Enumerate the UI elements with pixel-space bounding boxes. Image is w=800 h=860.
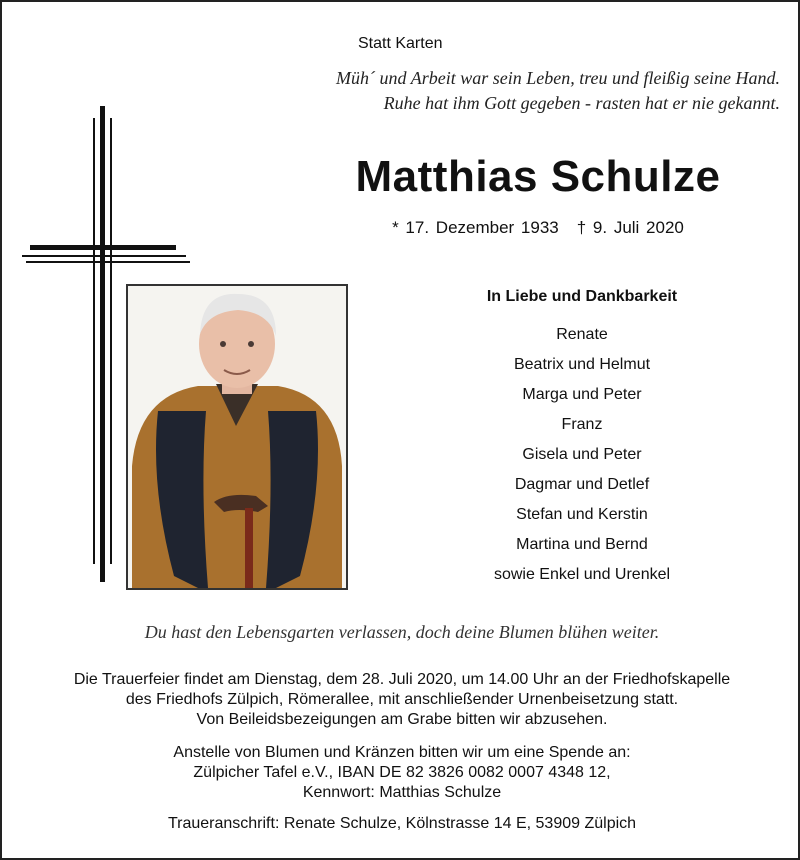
family-member: Beatrix und Helmut [513,356,651,373]
ceremony-line-1: Die Trauerfeier findet am Dienstag, dem 28. Juli 2020, um 14.00 Uhr an der Friedhofskapelle [73,671,731,688]
life-dates [302,218,774,238]
ceremony-line-2: des Friedhofs Zülpich, Römerallee, mit anschließender Urnenbeisetzung statt. [125,691,679,708]
family-member: Renate [556,326,608,343]
family-list [402,324,762,594]
memorial-quote: Du hast den Lebensgarten verlassen, doch deine Blumen blühen weiter. [144,622,660,642]
donation-line-3: Kennwort: Matthias Schulze [302,784,502,801]
statt-karten-label: Statt Karten [358,35,443,52]
motto-line-1: Müh´ und Arbeit war sein Leben, treu und fleißig seine Hand. [336,68,780,88]
donation-line-1: Anstelle von Blumen und Kränzen bitten wir um eine Spende an: [173,744,631,761]
death-date: † 9. Juli 2020 [576,218,684,237]
family-member: Stefan und Kerstin [516,506,648,523]
family-member: Gisela und Peter [522,446,642,463]
family-member: Marga und Peter [522,386,642,403]
portrait-illustration [128,286,346,588]
family-member: Franz [561,416,603,433]
birth-date: * 17. Dezember 1933 [392,218,559,237]
family-heading: In Liebe und Dankbarkeit [486,288,678,305]
family-member: Martina und Bernd [516,536,648,553]
ceremony-notice [2,670,800,730]
ceremony-line-3: Von Beileidsbezeigungen am Grabe bitten wir abzusehen. [196,711,608,728]
family-section [402,286,762,594]
mourning-address: Traueranschrift: Renate Schulze, Kölnstrasse 14 E, 53909 Zülpich [167,815,637,832]
donation-notice [2,743,800,803]
family-member: sowie Enkel und Urenkel [493,566,671,583]
portrait-photo [126,284,348,590]
motto-line-2: Ruhe hat ihm Gott gegeben - rasten hat er nie gekannt. [383,93,780,113]
deceased-name: Matthias Schulze [355,152,721,201]
family-member: Dagmar und Detlef [514,476,650,493]
donation-line-2: Zülpicher Tafel e.V., IBAN DE 82 3826 0082 0007 4348 12, [193,764,611,781]
